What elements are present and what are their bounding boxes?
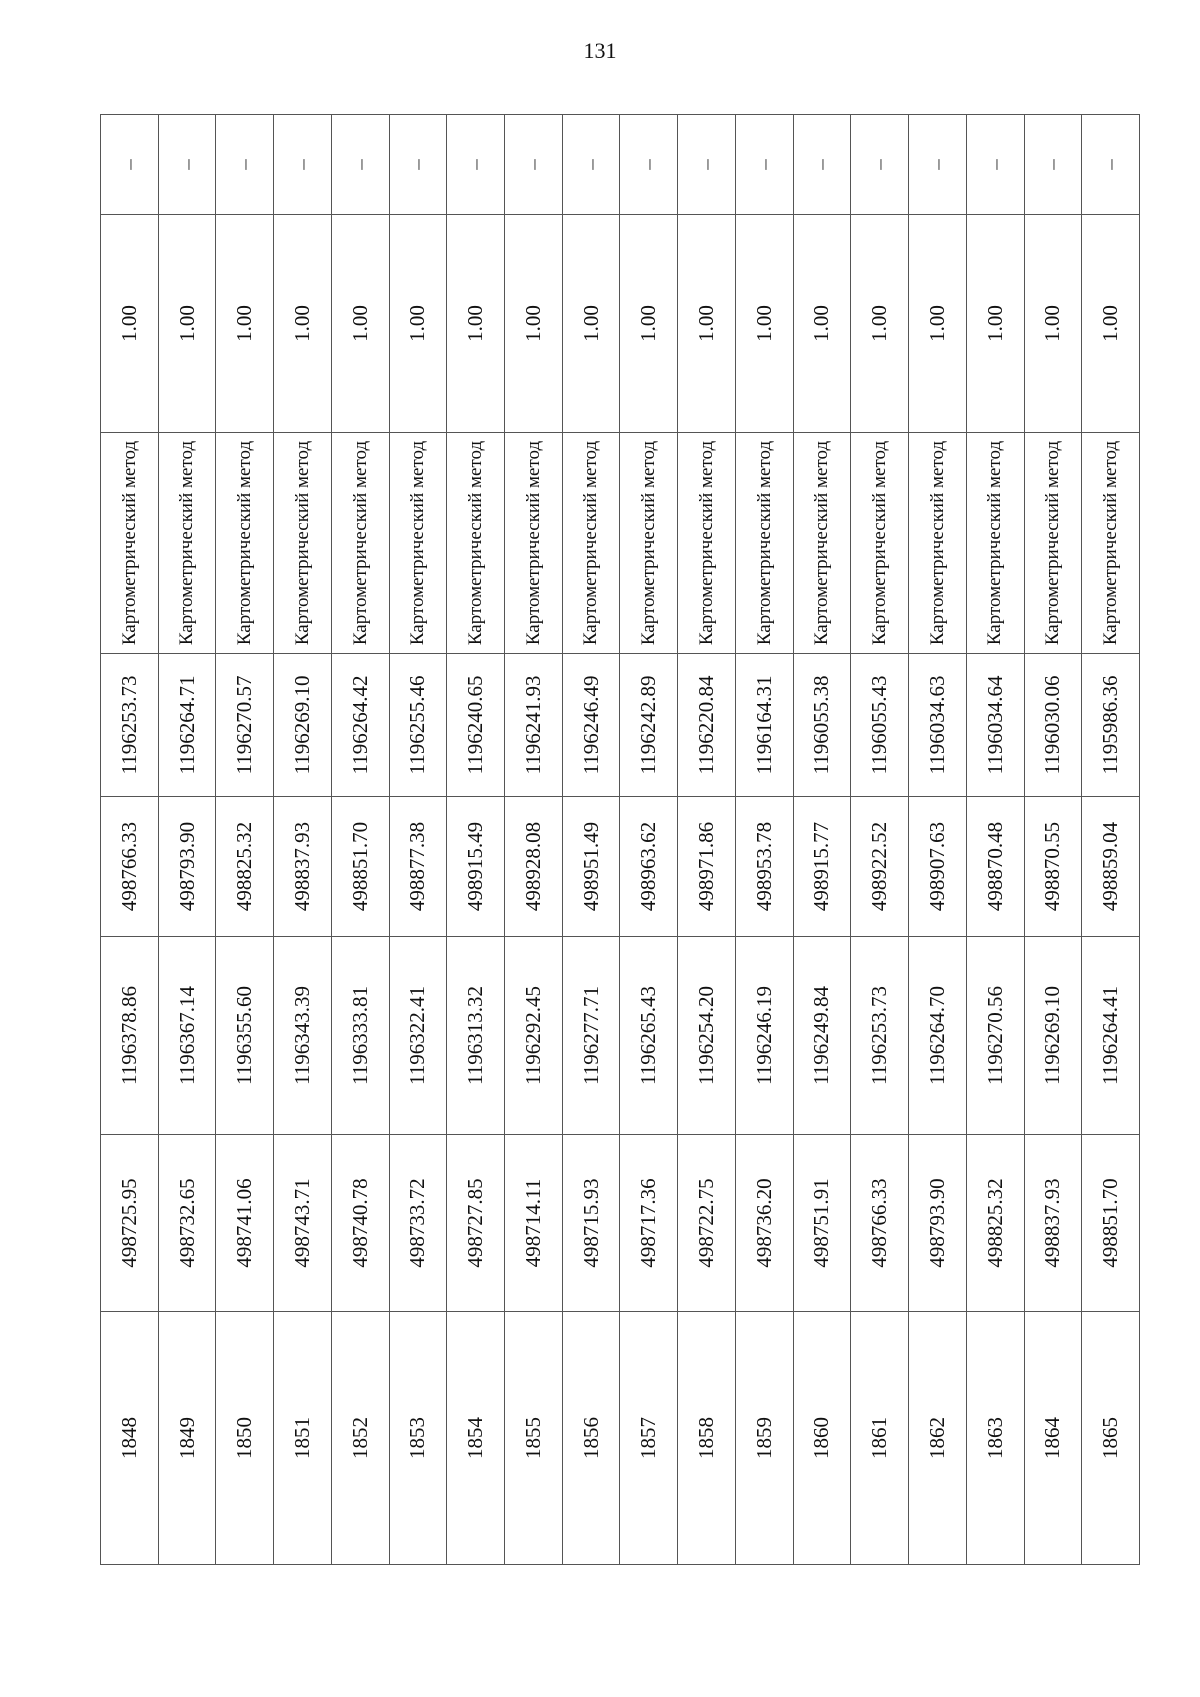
y-coordinate-cell: 1196270.56 [966,937,1024,1135]
method-cell: Картометрический метод [331,433,389,654]
y-coordinate-cell: 1196249.84 [793,937,851,1135]
point-number-cell: 1863 [966,1312,1024,1565]
point-number-cell: 1854 [447,1312,505,1565]
accuracy-cell: 1.00 [274,215,332,433]
table-row [505,115,563,1565]
note-cell: – [505,115,563,215]
y-coordinate-cell: 1196333.81 [331,937,389,1135]
table-row [1024,115,1082,1565]
y-coordinate-new-cell: 1196164.31 [735,654,793,797]
y-coordinate-cell: 1196313.32 [447,937,505,1135]
note-cell: – [678,115,736,215]
method-cell: Картометрический метод [562,433,620,654]
table-row [101,115,159,1565]
method-cell: Картометрический метод [1024,433,1082,654]
y-coordinate-new-cell: 1196030.06 [1024,654,1082,797]
y-coordinate-cell: 1196253.73 [851,937,909,1135]
method-cell: Картометрический метод [620,433,678,654]
x-coordinate-cell: 498736.20 [735,1135,793,1312]
x-coordinate-new-cell: 498928.08 [505,797,563,937]
point-number-cell: 1855 [505,1312,563,1565]
y-coordinate-new-cell: 1196055.43 [851,654,909,797]
accuracy-cell: 1.00 [1082,215,1140,433]
y-coordinate-cell: 1196265.43 [620,937,678,1135]
coordinates-table-rotated [100,115,1140,1565]
accuracy-cell: 1.00 [1024,215,1082,433]
x-coordinate-new-cell: 498837.93 [274,797,332,937]
note-cell: – [101,115,159,215]
point-number-cell: 1848 [101,1312,159,1565]
table-row [966,115,1024,1565]
table-row [851,115,909,1565]
x-coordinate-new-cell: 498877.38 [389,797,447,937]
accuracy-cell: 1.00 [966,215,1024,433]
method-cell: Картометрический метод [909,433,967,654]
point-number-cell: 1860 [793,1312,851,1565]
x-coordinate-new-cell: 498963.62 [620,797,678,937]
note-cell: – [331,115,389,215]
accuracy-cell: 1.00 [389,215,447,433]
table-body [101,115,1140,1565]
x-coordinate-cell: 498741.06 [216,1135,274,1312]
method-cell: Картометрический метод [389,433,447,654]
x-coordinate-cell: 498732.65 [158,1135,216,1312]
y-coordinate-cell: 1196355.60 [216,937,274,1135]
point-number-cell: 1862 [909,1312,967,1565]
y-coordinate-cell: 1196343.39 [274,937,332,1135]
table-row [447,115,505,1565]
x-coordinate-cell: 498733.72 [389,1135,447,1312]
x-coordinate-cell: 498825.32 [966,1135,1024,1312]
accuracy-cell: 1.00 [851,215,909,433]
point-number-cell: 1850 [216,1312,274,1565]
y-coordinate-new-cell: 1196240.65 [447,654,505,797]
accuracy-cell: 1.00 [793,215,851,433]
point-number-cell: 1853 [389,1312,447,1565]
x-coordinate-cell: 498751.91 [793,1135,851,1312]
method-cell: Картометрический метод [216,433,274,654]
x-coordinate-cell: 498717.36 [620,1135,678,1312]
table-row [793,115,851,1565]
accuracy-cell: 1.00 [505,215,563,433]
note-cell: – [620,115,678,215]
y-coordinate-new-cell: 1196264.42 [331,654,389,797]
point-number-cell: 1857 [620,1312,678,1565]
x-coordinate-new-cell: 498766.33 [101,797,159,937]
table-row [735,115,793,1565]
table-row [389,115,447,1565]
point-number-cell: 1859 [735,1312,793,1565]
method-cell: Картометрический метод [735,433,793,654]
method-cell: Картометрический метод [678,433,736,654]
y-coordinate-new-cell: 1196246.49 [562,654,620,797]
point-number-cell: 1852 [331,1312,389,1565]
x-coordinate-new-cell: 498825.32 [216,797,274,937]
note-cell: – [966,115,1024,215]
x-coordinate-cell: 498837.93 [1024,1135,1082,1312]
y-coordinate-new-cell: 1196270.57 [216,654,274,797]
method-cell: Картометрический метод [966,433,1024,654]
accuracy-cell: 1.00 [447,215,505,433]
x-coordinate-cell: 498725.95 [101,1135,159,1312]
table-row [158,115,216,1565]
table-row [562,115,620,1565]
table-row [909,115,967,1565]
x-coordinate-new-cell: 498953.78 [735,797,793,937]
y-coordinate-new-cell: 1196253.73 [101,654,159,797]
x-coordinate-cell: 498722.75 [678,1135,736,1312]
table-row [216,115,274,1565]
note-cell: – [562,115,620,215]
point-number-cell: 1858 [678,1312,736,1565]
y-coordinate-new-cell: 1196242.89 [620,654,678,797]
table-row [331,115,389,1565]
y-coordinate-new-cell: 1196264.71 [158,654,216,797]
note-cell: – [909,115,967,215]
note-cell: – [735,115,793,215]
y-coordinate-cell: 1196322.41 [389,937,447,1135]
point-number-cell: 1865 [1082,1312,1140,1565]
x-coordinate-new-cell: 498915.77 [793,797,851,937]
note-cell: – [1024,115,1082,215]
note-cell: – [793,115,851,215]
y-coordinate-new-cell: 1196034.63 [909,654,967,797]
y-coordinate-cell: 1196277.71 [562,937,620,1135]
accuracy-cell: 1.00 [562,215,620,433]
accuracy-cell: 1.00 [678,215,736,433]
y-coordinate-cell: 1196292.45 [505,937,563,1135]
table-row [678,115,736,1565]
coordinates-table-frame [100,115,1140,1565]
x-coordinate-new-cell: 498793.90 [158,797,216,937]
y-coordinate-cell: 1196269.10 [1024,937,1082,1135]
accuracy-cell: 1.00 [101,215,159,433]
x-coordinate-cell: 498714.11 [505,1135,563,1312]
note-cell: – [158,115,216,215]
x-coordinate-cell: 498715.93 [562,1135,620,1312]
y-coordinate-cell: 1196378.86 [101,937,159,1135]
y-coordinate-new-cell: 1195986.36 [1082,654,1140,797]
method-cell: Картометрический метод [1082,433,1140,654]
y-coordinate-new-cell: 1196034.64 [966,654,1024,797]
y-coordinate-new-cell: 1196220.84 [678,654,736,797]
accuracy-cell: 1.00 [216,215,274,433]
x-coordinate-new-cell: 498870.48 [966,797,1024,937]
x-coordinate-cell: 498740.78 [331,1135,389,1312]
x-coordinate-new-cell: 498971.86 [678,797,736,937]
x-coordinate-new-cell: 498951.49 [562,797,620,937]
method-cell: Картометрический метод [158,433,216,654]
note-cell: – [216,115,274,215]
x-coordinate-new-cell: 498851.70 [331,797,389,937]
x-coordinate-new-cell: 498907.63 [909,797,967,937]
x-coordinate-cell: 498793.90 [909,1135,967,1312]
note-cell: – [389,115,447,215]
x-coordinate-new-cell: 498922.52 [851,797,909,937]
x-coordinate-cell: 498766.33 [851,1135,909,1312]
note-cell: – [1082,115,1140,215]
accuracy-cell: 1.00 [331,215,389,433]
table-row [1082,115,1140,1565]
y-coordinate-new-cell: 1196269.10 [274,654,332,797]
x-coordinate-new-cell: 498859.04 [1082,797,1140,937]
y-coordinate-cell: 1196254.20 [678,937,736,1135]
point-number-cell: 1864 [1024,1312,1082,1565]
table-row [274,115,332,1565]
y-coordinate-cell: 1196246.19 [735,937,793,1135]
y-coordinate-cell: 1196264.41 [1082,937,1140,1135]
y-coordinate-cell: 1196264.70 [909,937,967,1135]
y-coordinate-new-cell: 1196055.38 [793,654,851,797]
x-coordinate-cell: 498851.70 [1082,1135,1140,1312]
method-cell: Картометрический метод [447,433,505,654]
y-coordinate-new-cell: 1196255.46 [389,654,447,797]
accuracy-cell: 1.00 [158,215,216,433]
note-cell: – [851,115,909,215]
point-number-cell: 1849 [158,1312,216,1565]
x-coordinate-cell: 498727.85 [447,1135,505,1312]
method-cell: Картометрический метод [274,433,332,654]
note-cell: – [447,115,505,215]
point-number-cell: 1856 [562,1312,620,1565]
page-number: 131 [583,38,617,63]
method-cell: Картометрический метод [793,433,851,654]
accuracy-cell: 1.00 [735,215,793,433]
method-cell: Картометрический метод [505,433,563,654]
table-row [620,115,678,1565]
point-number-cell: 1851 [274,1312,332,1565]
accuracy-cell: 1.00 [620,215,678,433]
y-coordinate-new-cell: 1196241.93 [505,654,563,797]
coordinates-table [100,114,1140,1565]
accuracy-cell: 1.00 [909,215,967,433]
y-coordinate-cell: 1196367.14 [158,937,216,1135]
point-number-cell: 1861 [851,1312,909,1565]
x-coordinate-new-cell: 498870.55 [1024,797,1082,937]
method-cell: Картометрический метод [101,433,159,654]
x-coordinate-cell: 498743.71 [274,1135,332,1312]
method-cell: Картометрический метод [851,433,909,654]
note-cell: – [274,115,332,215]
x-coordinate-new-cell: 498915.49 [447,797,505,937]
